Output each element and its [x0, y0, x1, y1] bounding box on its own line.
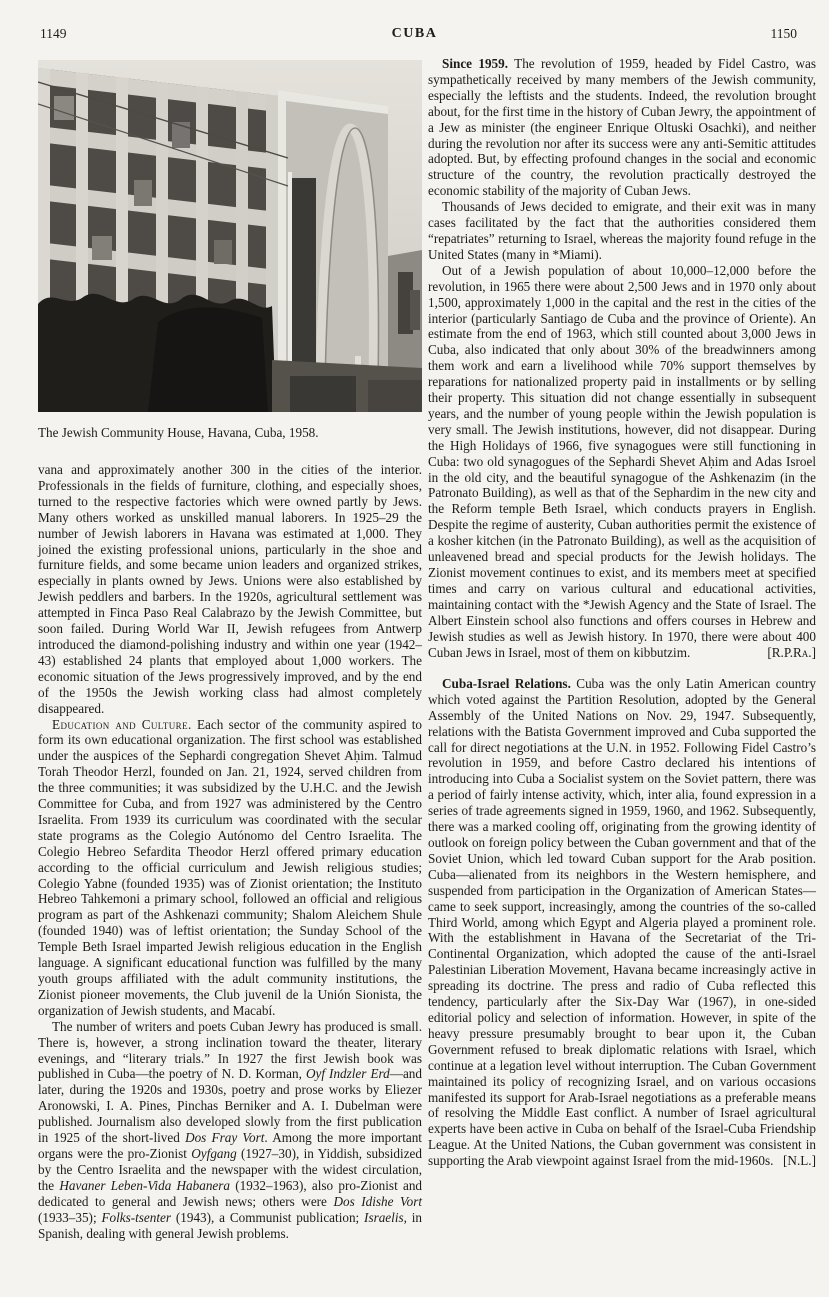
- left-column-text: [38, 462, 422, 1241]
- text-run: Oyfgang: [191, 1145, 237, 1161]
- text-run: Education and Culture.: [52, 716, 192, 732]
- text-run: Cuba-Israel Relations.: [442, 675, 571, 691]
- page-title: CUBA: [391, 26, 438, 41]
- text-run: Cuba was the only Latin American country which voted against the Partition Resolution, adopted by the General Assembly of the United Nations on Nov. 29, 1947. Subsequently, relations with the Batista Government improved and Cuba supported the call for direct negotiations at the U.N. in 1952. Following Fidel Castro’s revolution in 1959, and before Castro declared his intentions of introducing into Cuba a Socialist system on the Soviet pattern, there was a period of fairly intense activity, which, inter alia, found expression in a series of trade agreements signed in 1959, 1960, and 1962. Subsequently, there was a marked cooling off, originating from the growing identity of outlook on foreign policy between the Cuban government and that of the Soviet Union, which led toward Cuban support for the Arab position. Cuba—alienated from its neighbors in the Western hemisphere, and suspended from participation in the Organization of American States—came to seek support, increasingly, among the countries of the so-called Third World, among which Egypt and Algeria played a prominent role. With the establishment in Havana of the Secretariat of the Tri-Continental Organization, which adopted the cause of the anti-Israel Palestinian Liberation Movement, Havana became increasingly active in spreading its doctrine. The press and radio of Cuba reflected this tendency, particularly after the Six-Day War (1967), in one-sided editorial policy and selection of information. However, in spite of the heavy pressure presumably brought to bear upon it, the Cuban Government refused to break diplomatic relations with Israel, which continue at a legation level without interruption. The Cuban Government maintained its policy of recognizing Israel, and on various occasions manifested its support for Arab-Israel negotiations as a preferable means of resolving the Middle East conflict. A number of Israel agricultural experts have been active in Cuba on behalf of the Israel-Cuba Friendship League. At the United Nations, the Cuban government was consistent in supporting the Arab viewpoint against Israel from the mid-1960s.: [428, 675, 817, 1169]
- photo-caption: The Jewish Community House, Havana, Cuba, 1958.: [38, 425, 319, 440]
- text-run: (1933–35);: [38, 1209, 102, 1225]
- left-column: [38, 60, 422, 1241]
- text-run: Oyf Indzler Erd: [305, 1066, 390, 1082]
- text-run: Thousands of Jews decided to emigrate, and their exit was in many cases facilitated by the fact that the authorities considered them “repatriates” returning to Israel, whereas the majority found refuge in the United States (many in *Miami).: [428, 199, 816, 262]
- text-run: Out of a Jewish population of about 10,000–12,000 before the revolution, in 1965 there were about 2,500 Jews and in 1970 only about 1,500, approximately 1,000 in the capital and the rest in the cities of the interior (particularly Santiago de Cuba and the province of Oriente). An estimate from the end of 1963, which still counted about 3,000 Jews in Cuba, also indicated that only about 30% of the breadwinners among them work and earn a livelihood while 70% support themselves by reparations for nationalized property paid in installments or by selling their property. This situation did not change essentially in subsequent years, and the number of young people within the Jewish population is very small. The Jewish institutions, however, did not disappear. During the High Holidays of 1966, five synagogues were still functioning in Cuba: two old synagogues of the Sephardi Shevet Aḥim and Adas Isroel in the old city, and the beautiful synagogue of the Ashkenazim (in the Patronato Building), as well as that of the Sephardim in the new city and the Reform temple Beth Israel, which conducts prayers in English. Despite the regime of austerity, Cuban authorities permit the existence of a kosher kitchen (in the Patronato Building), as well as the acquisition of unleavened bread and special products for the Jewish holidays. The Zionist movement continues to exist, and its members meet at specified times and carry on various cultural and educational activities, maintaining contact with the *Jewish Agency and the State of Israel. The Albert Einstein school also functions and offers courses in Hebrew and Jewish studies as well as Jewish history. In 1970, there were about 400 Cuban Jews in Israel, most of them on kibbutzim.: [428, 262, 816, 660]
- paragraph: [428, 56, 816, 199]
- text-run: —and later, during the 1920s and 1930s, poetry and prose works by Eliezer Aronowski, I. A. Pines, Pinchas Berniker and A. I. Dubelman were published. Journalism also developed slowly from the first publication in 1925 of the short-lived: [38, 1066, 422, 1146]
- text-run: , in Spanish, dealing with general Jewish problems.: [38, 1209, 422, 1241]
- page-header: [0, 26, 829, 48]
- right-column-text: [428, 56, 816, 1169]
- text-run: . Among the more important organs were the pro-Zionist: [38, 1130, 422, 1161]
- text-run: Since 1959.: [442, 56, 509, 71]
- text-run: Each sector of the community aspired to form its own educational organization. The first school was established under the auspices of the Sephardi congregation Shevet Aḥim. Talmud Torah Theodor Herzl, founded on Jan. 21, 1924, served children from the three communities; it was subsidized by the U.H.C. and the Jewish Committee for Cuba, and from 1927 was administered by the Centro Israelita. From 1939 its curriculum was coordinated with the secular state programs as the Colegio Autónomo del Centro Israelita. The Colegio Hebreo Sefardita Theodor Herzl offered primary education according to the official curriculum and Jewish religious studies; Colegio Yabne (founded 1935) was of Zionist orientation; the Instituto Hebreo Tahkemoni a primary school, followed an official and religious program as part of the Ashkenazi community; Shalom Aleichem Shule (founded 1940) was of leftist orientation; the Sunday School of the Temple Beth Israel imparted Jewish religious education in the English language. A significant educational function was fulfilled by the many youth groups affiliated with the adult community institutions, the Zionist pioneer movements, the Club juvenil de la Unión Sionista, the organization of Jewish students, and Macabí.: [38, 716, 422, 1018]
- column-number-left: 1149: [40, 26, 67, 41]
- text-run: vana and approximately another 300 in the cities of the interior. Professionals in the fields of furniture, clothing, and especially shoes, turned to the respective factories which were owned partly by Jews. Many others worked as unskilled manual laborers. In 1925–29 the number of Jewish laborers in Havana was estimated at 1,000. They joined the existing professional unions, particularly in the shoe and furniture fields, and some became union leaders and organized strikes, especially in plants owned by Jews. Unions were also established by Jewish peddlers and barbers. In the 1920s, agricultural settlement was attempted in Finca Paso Real Calabrazo by the Jewish Committee, but soon failed. During World War II, Jewish refugees from Antwerp introduced the diamond-polishing industry and within one year (1942–43) established 24 plants that employed about 1,000 workers. The economic situation of the Jews progressively improved, and by the end of the 1950s the Jewish working class had almost completely disappeared.: [38, 462, 422, 716]
- text-run: (1927–30), in Yiddish, subsidized by the Centro Israelita and the newspaper with the widest circulation, the: [38, 1145, 422, 1193]
- text-run: (1932–1963), also pro-Zionist and dedicated to general and Jewish news; others were: [38, 1177, 423, 1209]
- paragraph: [38, 717, 422, 1019]
- text-run: Israelis: [364, 1209, 404, 1225]
- column-number-right: 1150: [770, 26, 797, 41]
- text-run: (1943), a Communist publication;: [171, 1209, 365, 1225]
- text-run: Havaner Leben-Vida Habanera: [59, 1177, 231, 1193]
- paragraph: [428, 199, 816, 263]
- community-house-photo: [38, 60, 422, 412]
- paragraph: [428, 263, 816, 661]
- paragraph: [38, 462, 422, 717]
- paragraph: [428, 676, 816, 1169]
- author-attribution: [R.P.Ra.]: [767, 644, 816, 660]
- right-column: [428, 56, 816, 1169]
- text-run: Dos Idishe Vort: [333, 1193, 422, 1209]
- author-attribution: [N.L.]: [783, 1153, 816, 1169]
- text-run: The number of writers and poets Cuban Jewry has produced is small. There is, however, a strong inclination toward the theater, literary evenings, and “literary trials.” In 1927 the first Jewish book was published in Cuba—the poetry of N. D. Korman,: [38, 1018, 422, 1082]
- paragraph: [38, 1019, 422, 1242]
- text-run: The revolution of 1959, headed by Fidel Castro, was sympathetically received by many members of the Jewish community, especially the leftists and the students. Indeed, the revolution brought about, for the first time in the history of Cuban Jewry, the appointment of a Jew as minister (the engineer Enrique Oltuski Osachki), and neither during the revolution nor after its success were any anti-Semitic attitudes adopted. But, by effecting profound changes in the social and economic structure of the country, the revolution practically destroyed the economic stability of the majority of Cuban Jews.: [428, 56, 816, 199]
- text-run: Dos Fray Vort: [185, 1130, 265, 1146]
- text-run: Folks-tsenter: [101, 1209, 172, 1225]
